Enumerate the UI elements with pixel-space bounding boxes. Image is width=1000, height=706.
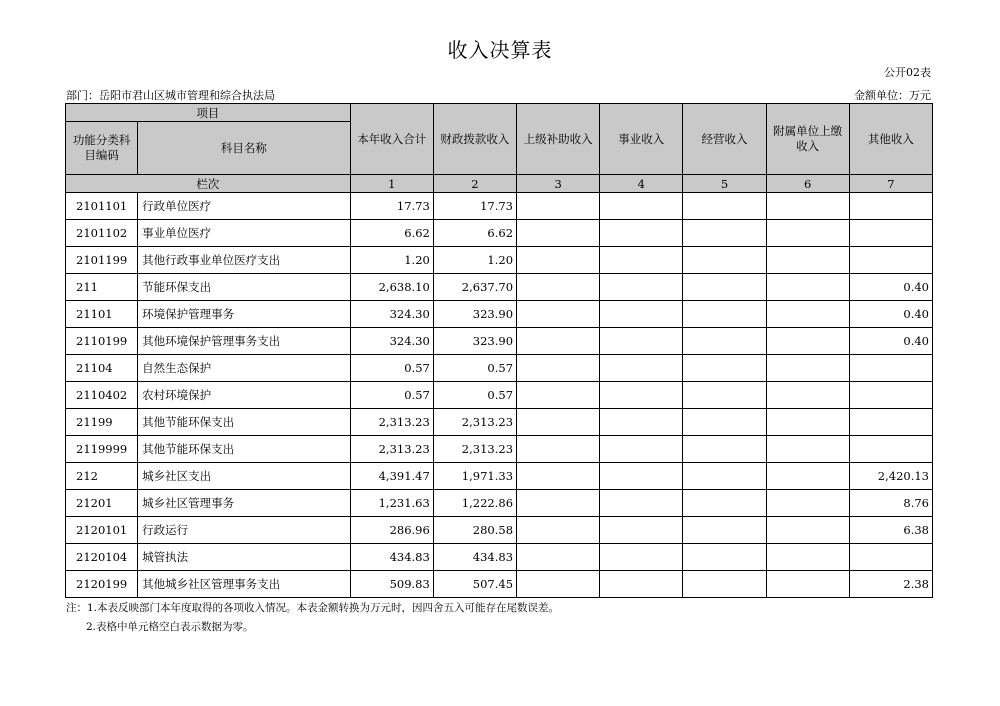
- notes: [66, 599, 559, 637]
- amount-cell: [766, 571, 849, 598]
- amount-cell: [517, 274, 600, 301]
- amount-cell: 0.57: [350, 355, 433, 382]
- subject-name-cell: 其他环境保护管理事务支出: [138, 328, 350, 355]
- subject-code-cell: 2101199: [66, 247, 138, 274]
- amount-cell: [600, 355, 683, 382]
- subject-name-cell: 行政单位医疗: [138, 193, 350, 220]
- table-row: [66, 490, 933, 517]
- amount-cell: [683, 436, 766, 463]
- amount-cell: [683, 490, 766, 517]
- amount-cell: 17.73: [350, 193, 433, 220]
- amount-cell: [849, 436, 932, 463]
- table-row: [66, 220, 933, 247]
- amount-cell: 2,313.23: [433, 436, 516, 463]
- amount-cell: 6.62: [350, 220, 433, 247]
- amount-cell: 6.62: [433, 220, 516, 247]
- table-body: [66, 193, 933, 598]
- subject-code-cell: 2101102: [66, 220, 138, 247]
- item-header: 项目: [66, 104, 351, 122]
- subject-code-cell: 212: [66, 463, 138, 490]
- column-header: 事业收入: [600, 104, 683, 175]
- amount-cell: 6.38: [849, 517, 932, 544]
- amount-cell: [683, 328, 766, 355]
- subject-code-cell: 2120199: [66, 571, 138, 598]
- amount-cell: [517, 355, 600, 382]
- table-row: [66, 436, 933, 463]
- amount-cell: [600, 274, 683, 301]
- amount-cell: [600, 490, 683, 517]
- amount-cell: [600, 544, 683, 571]
- amount-cell: [766, 490, 849, 517]
- column-header: 上级补助收入: [517, 104, 600, 175]
- table-row: [66, 193, 933, 220]
- amount-cell: [517, 436, 600, 463]
- subject-name-cell: 城乡社区支出: [138, 463, 350, 490]
- table-row: [66, 517, 933, 544]
- amount-cell: [766, 544, 849, 571]
- amount-cell: [766, 274, 849, 301]
- subject-name-cell: 自然生态保护: [138, 355, 350, 382]
- amount-cell: [600, 301, 683, 328]
- amount-cell: [849, 544, 932, 571]
- subject-code-cell: 21199: [66, 409, 138, 436]
- note-2: 2.表格中单元格空白表示数据为零。: [86, 621, 254, 633]
- amount-cell: [517, 247, 600, 274]
- subject-name-cell: 农村环境保护: [138, 382, 350, 409]
- table-row: [66, 301, 933, 328]
- table-row: [66, 355, 933, 382]
- amount-unit-label: 金额单位：万元: [854, 89, 931, 102]
- amount-cell: 323.90: [433, 301, 516, 328]
- amount-cell: [517, 517, 600, 544]
- column-number: 4: [600, 175, 683, 193]
- form-code: 公开02表: [884, 66, 931, 79]
- page-title: 收入决算表: [447, 38, 553, 62]
- amount-cell: [600, 436, 683, 463]
- amount-cell: [766, 247, 849, 274]
- amount-cell: [766, 517, 849, 544]
- column-number: 7: [849, 175, 932, 193]
- column-header: 财政拨款收入: [433, 104, 516, 175]
- amount-cell: [683, 571, 766, 598]
- amount-cell: 0.40: [849, 328, 932, 355]
- amount-cell: [517, 328, 600, 355]
- amount-cell: 1.20: [433, 247, 516, 274]
- amount-cell: [517, 193, 600, 220]
- amount-cell: 1.20: [350, 247, 433, 274]
- amount-cell: 4,391.47: [350, 463, 433, 490]
- amount-cell: 2,313.23: [350, 436, 433, 463]
- amount-cell: [517, 544, 600, 571]
- subject-code-cell: 2120104: [66, 544, 138, 571]
- column-number: 5: [683, 175, 766, 193]
- amount-cell: 0.40: [849, 301, 932, 328]
- name-header: 科目名称: [138, 122, 350, 175]
- amount-cell: 434.83: [350, 544, 433, 571]
- note-1: 注：1.本表反映部门本年度取得的各项收入情况。本表金额转换为万元时，因四舍五入可能存在尾数误差。: [66, 602, 560, 614]
- column-header: 经营收入: [683, 104, 766, 175]
- amount-cell: 2,637.70: [433, 274, 516, 301]
- amount-cell: 323.90: [433, 328, 516, 355]
- table-row: [66, 571, 933, 598]
- column-header: 其他收入: [849, 104, 932, 175]
- amount-cell: 280.58: [433, 517, 516, 544]
- amount-cell: [517, 490, 600, 517]
- subject-code-cell: 211: [66, 274, 138, 301]
- amount-cell: 324.30: [350, 328, 433, 355]
- amount-cell: 2,313.23: [433, 409, 516, 436]
- amount-cell: [517, 301, 600, 328]
- table-row: [66, 463, 933, 490]
- column-header: 附属单位上缴收入: [766, 104, 849, 175]
- amount-cell: [683, 463, 766, 490]
- amount-cell: 8.76: [849, 490, 932, 517]
- subject-code-cell: 21104: [66, 355, 138, 382]
- amount-cell: 2.38: [849, 571, 932, 598]
- amount-cell: [600, 382, 683, 409]
- table-row: [66, 247, 933, 274]
- subject-name-cell: 行政运行: [138, 517, 350, 544]
- amount-cell: [849, 193, 932, 220]
- amount-cell: [683, 544, 766, 571]
- amount-cell: [600, 193, 683, 220]
- amount-cell: [766, 463, 849, 490]
- subject-name-cell: 其他城乡社区管理事务支出: [138, 571, 350, 598]
- subject-code-cell: 2120101: [66, 517, 138, 544]
- amount-cell: [683, 301, 766, 328]
- row-number-label: 栏次: [66, 175, 351, 193]
- amount-cell: [766, 301, 849, 328]
- column-header: 本年收入合计: [350, 104, 433, 175]
- amount-cell: [600, 220, 683, 247]
- amount-cell: [849, 382, 932, 409]
- amount-cell: 1,971.33: [433, 463, 516, 490]
- amount-cell: 2,313.23: [350, 409, 433, 436]
- table-row: [66, 274, 933, 301]
- amount-cell: [600, 463, 683, 490]
- subject-name-cell: 事业单位医疗: [138, 220, 350, 247]
- amount-cell: [766, 436, 849, 463]
- table-row: [66, 409, 933, 436]
- amount-cell: 0.57: [433, 382, 516, 409]
- table-row: [66, 328, 933, 355]
- subject-code-cell: 2101101: [66, 193, 138, 220]
- amount-cell: [683, 355, 766, 382]
- subject-code-cell: 2110199: [66, 328, 138, 355]
- amount-cell: 1,231.63: [350, 490, 433, 517]
- amount-cell: [683, 382, 766, 409]
- amount-cell: [600, 517, 683, 544]
- amount-cell: 434.83: [433, 544, 516, 571]
- amount-cell: [766, 220, 849, 247]
- subject-name-cell: 城乡社区管理事务: [138, 490, 350, 517]
- income-table: [65, 103, 933, 598]
- subject-name-cell: 城管执法: [138, 544, 350, 571]
- amount-cell: 0.40: [849, 274, 932, 301]
- amount-cell: [766, 409, 849, 436]
- amount-cell: 0.57: [350, 382, 433, 409]
- amount-cell: 324.30: [350, 301, 433, 328]
- amount-cell: 509.83: [350, 571, 433, 598]
- amount-cell: [849, 355, 932, 382]
- amount-cell: [683, 409, 766, 436]
- amount-cell: [517, 220, 600, 247]
- subject-code-cell: 21101: [66, 301, 138, 328]
- column-number: 3: [517, 175, 600, 193]
- subject-name-cell: 其他节能环保支出: [138, 436, 350, 463]
- subject-name-cell: 环境保护管理事务: [138, 301, 350, 328]
- column-number: 2: [433, 175, 516, 193]
- amount-cell: [849, 409, 932, 436]
- subject-name-cell: 其他行政事业单位医疗支出: [138, 247, 350, 274]
- amount-cell: [683, 247, 766, 274]
- subject-code-cell: 21201: [66, 490, 138, 517]
- amount-cell: 17.73: [433, 193, 516, 220]
- amount-cell: [517, 382, 600, 409]
- amount-cell: [517, 409, 600, 436]
- amount-cell: 507.45: [433, 571, 516, 598]
- amount-cell: 0.57: [433, 355, 516, 382]
- subject-name-cell: 节能环保支出: [138, 274, 350, 301]
- amount-cell: [683, 274, 766, 301]
- table-row: [66, 382, 933, 409]
- amount-cell: [517, 571, 600, 598]
- subject-name-cell: 其他节能环保支出: [138, 409, 350, 436]
- amount-cell: [600, 328, 683, 355]
- column-number: 1: [350, 175, 433, 193]
- amount-cell: [766, 193, 849, 220]
- amount-cell: [766, 355, 849, 382]
- amount-cell: [683, 193, 766, 220]
- amount-cell: [600, 409, 683, 436]
- amount-cell: [683, 517, 766, 544]
- amount-cell: 2,638.10: [350, 274, 433, 301]
- subject-code-cell: 2110402: [66, 382, 138, 409]
- amount-cell: [683, 220, 766, 247]
- table-row: [66, 544, 933, 571]
- department-label: 部门：岳阳市君山区城市管理和综合执法局: [66, 89, 275, 102]
- amount-cell: 286.96: [350, 517, 433, 544]
- amount-cell: [600, 247, 683, 274]
- amount-cell: 2,420.13: [849, 463, 932, 490]
- amount-cell: [849, 220, 932, 247]
- column-number: 6: [766, 175, 849, 193]
- subject-code-cell: 2119999: [66, 436, 138, 463]
- amount-cell: 1,222.86: [433, 490, 516, 517]
- amount-cell: [766, 328, 849, 355]
- amount-cell: [517, 463, 600, 490]
- amount-cell: [600, 571, 683, 598]
- code-header: 功能分类科目编码: [66, 122, 138, 175]
- amount-cell: [766, 382, 849, 409]
- amount-cell: [849, 247, 932, 274]
